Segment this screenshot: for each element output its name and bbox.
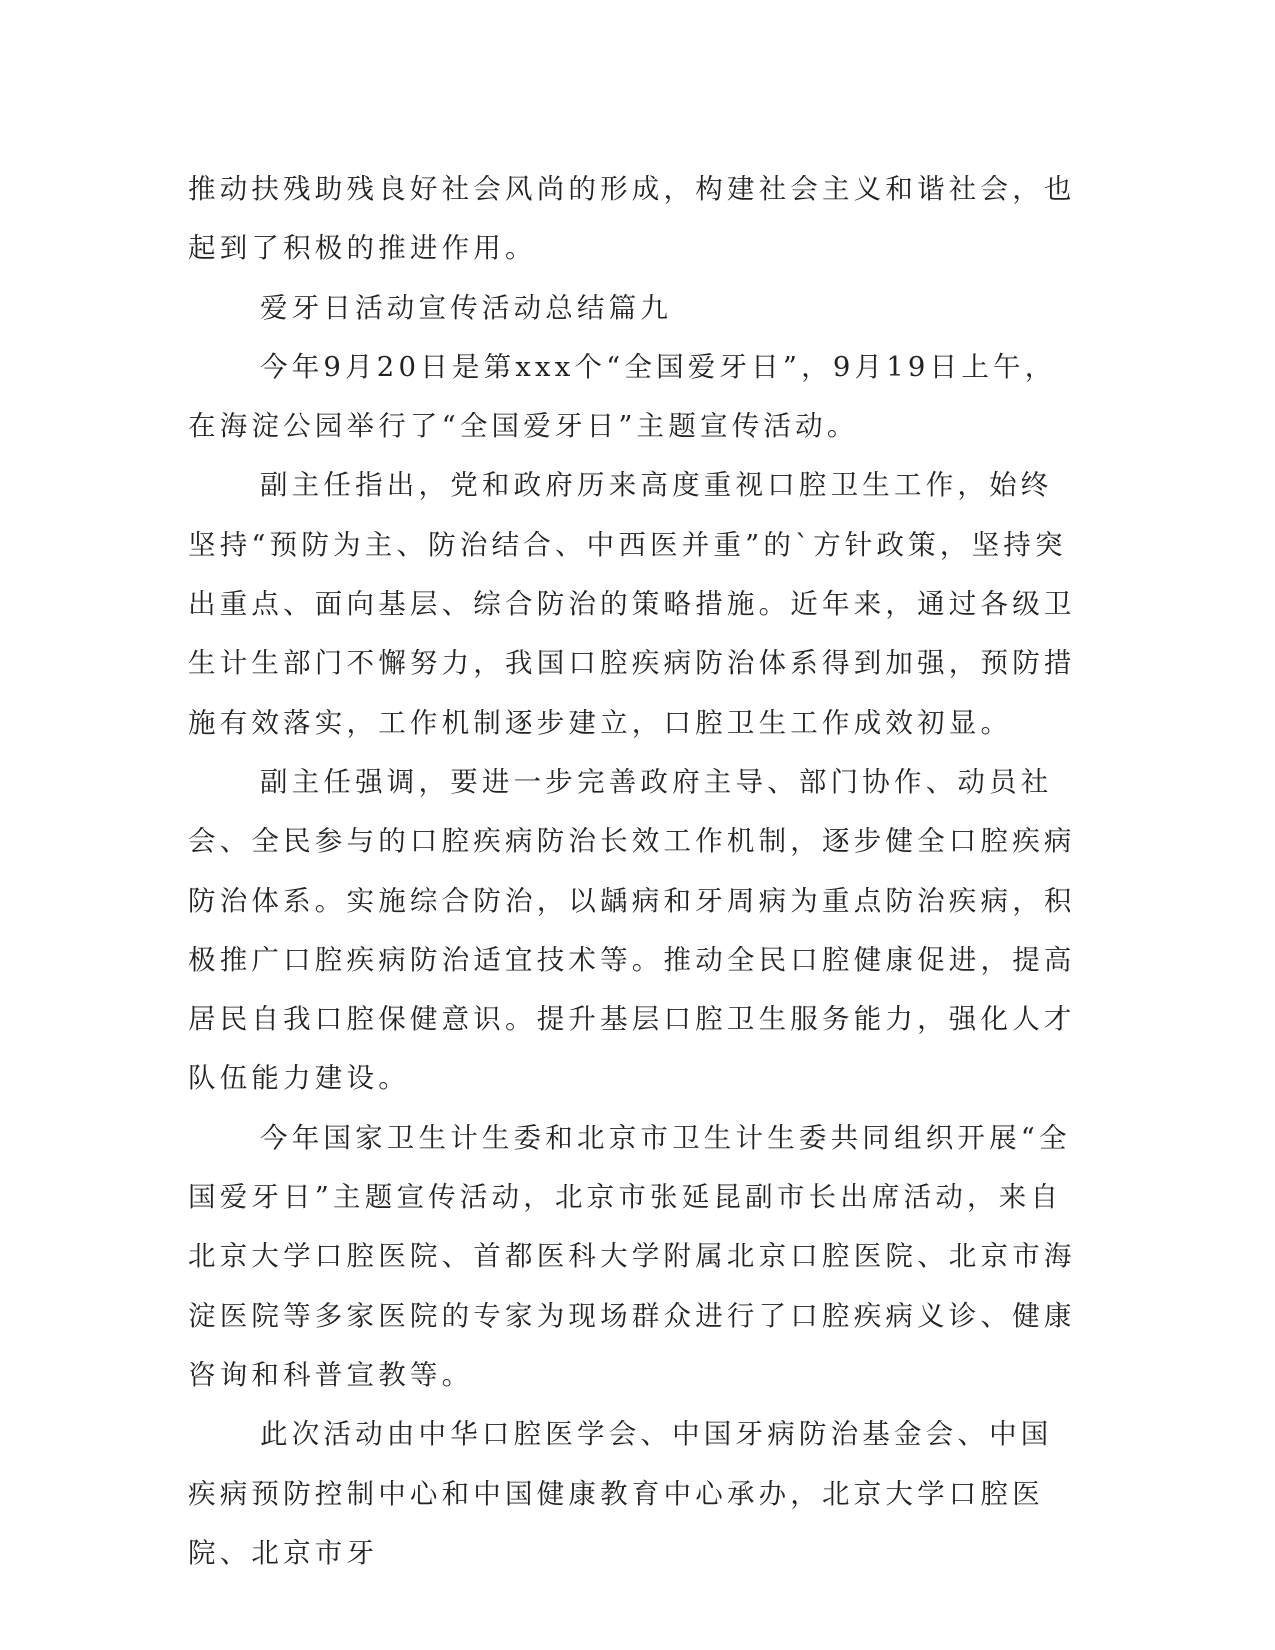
paragraph-deputy-director-remarks: 副主任指出，党和政府历来高度重视口腔卫生工作，始终坚持“预防为主、防治结合、中西医并重”的`方针政策，坚持突出重点、面向基层、综合防治的策略措施。近年来，通过各级卫生计生部门不懈努力，我国口腔疾病防治体系得到加强，预防措施有效落实，工作机制逐步建立，口腔卫生工作成效初显。 [188, 469, 1076, 739]
section-heading: 爱牙日活动宣传活动总结篇九 [260, 291, 673, 324]
paragraph-deputy-director-emphasis: 副主任强调，要进一步完善政府主导、部门协作、动员社会、全民参与的口腔疾病防治长效工作机制，逐步健全口腔疾病防治体系。实施综合防治，以龋病和牙周病为重点防治疾病，积极推广口腔疾病防治适宜技术等。推动全民口腔健康促进，提高居民自我口腔保健意识。提升基层口腔卫生服务能力，强化人才队伍能力建设。 [188, 765, 1076, 1095]
paragraph-continuation: 推动扶残助残良好社会风尚的形成，构建社会主义和谐社会，也起到了积极的推进作用。 [188, 173, 1076, 265]
paragraph-event-organization: 今年国家卫生计生委和北京市卫生计生委共同组织开展“全国爱牙日”主题宣传活动，北京市张延昆副市长出席活动，来自北京大学口腔医院、首都医科大学附属北京口腔医院、北京市海淀医院等多家医院的专家为现场群众进行了口腔疾病义诊、健康咨询和科普宣教等。 [188, 1121, 1076, 1391]
paragraph-hosts: 此次活动由中华口腔医学会、中国牙病防治基金会、中国疾病预防控制中心和中国健康教育中心承办，北京大学口腔医院、北京市牙 [188, 1418, 1053, 1569]
paragraph-date-intro: 今年9月20日是第xxx个“全国爱牙日”，9月19日上午，在海淀公园举行了“全国爱牙日”主题宣传活动。 [188, 350, 1057, 443]
document-body [188, 160, 1078, 1583]
